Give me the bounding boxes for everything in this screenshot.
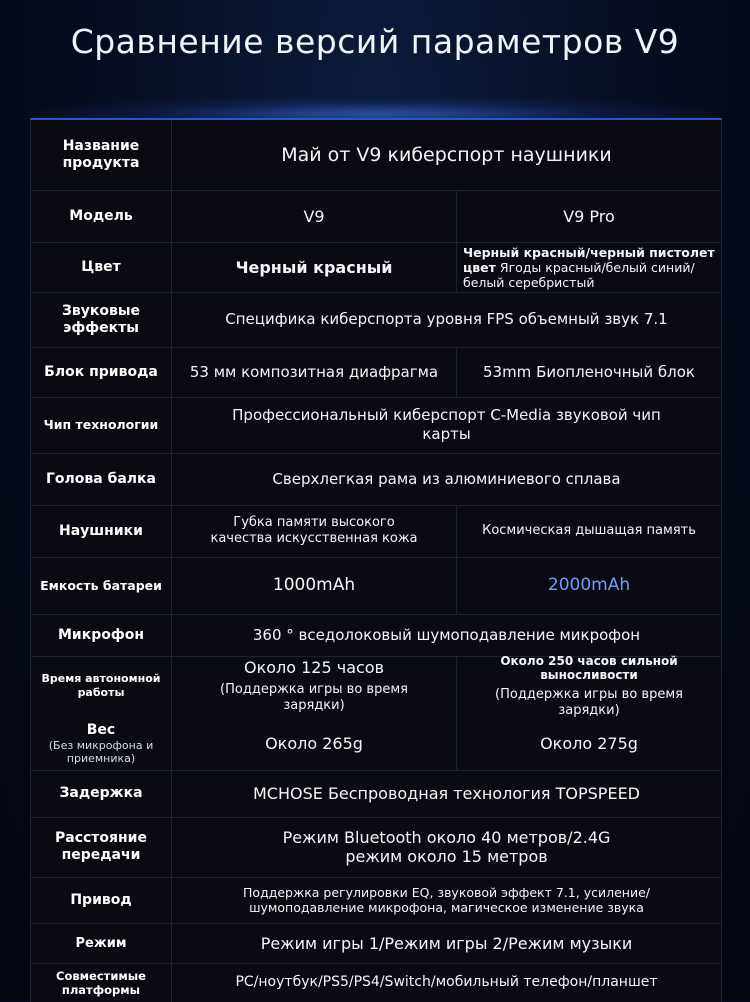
row-platforms [31, 963, 721, 1002]
row-mic [31, 614, 721, 657]
driver-v9pro: 53mm Биопленочный блок [482, 362, 695, 381]
row-label: Наушники [31, 505, 172, 557]
distance-value: Режим Bluetooth около 40 метров/2.4G режим около 15 метров [282, 828, 611, 866]
sound-value: Специфика киберспорта уровня FPS объемный звук 7.1 [225, 310, 668, 328]
row-label: Время автономной работы [31, 656, 172, 716]
mic-value: 360 ° вседолоковый шумоподавление микрофон [252, 625, 641, 644]
color-v9pro-rest: Ягоды красный/белый синий/белый серебристый [463, 259, 695, 290]
weight-label: Вес [86, 721, 116, 738]
row-label: Звуковые эффекты [31, 292, 172, 347]
weight-v9pro: Около 275g [540, 733, 638, 753]
row-product-name [31, 120, 721, 191]
row-label: Совместимые платформы [31, 963, 172, 1002]
drive-value: Поддержка регулировки EQ, звуковой эффект 7.1, усиление/шумоподавление микрофона, магическое изменение звука [243, 885, 650, 915]
row-label: Режим [31, 923, 172, 963]
row-drive [31, 877, 721, 924]
runtime-v9-note: (Поддержка игры во время зарядки) [220, 682, 408, 713]
row-battery [31, 557, 721, 615]
row-label: Задержка [31, 770, 172, 817]
model-v9pro: V9 Pro [563, 206, 615, 226]
row-label: Привод [31, 877, 172, 923]
row-model [31, 190, 721, 243]
color-v9pro-bold: Черный красный/черный пистолет цвет [463, 244, 715, 275]
row-label [31, 716, 172, 770]
row-label: Емкость батареи [31, 557, 172, 614]
row-label: Чип технологии [31, 397, 172, 453]
product-name-value: Май от V9 киберспорт наушники [281, 143, 612, 166]
weight-v9: Около 265g [172, 716, 457, 770]
earpads-v9: Губка памяти высокого качества искусственная кожа [172, 505, 457, 557]
battery-v9pro: 2000mAh [547, 575, 631, 595]
row-label: Блок привода [31, 347, 172, 397]
row-mode [31, 923, 721, 964]
runtime-v9pro [457, 653, 721, 718]
row-label: Модель [31, 190, 172, 242]
platforms-value: PC/ноутбук/PS5/PS4/Switch/мобильный телефон/планшет [235, 974, 658, 990]
earpads-v9pro: Космическая дышащая память [482, 523, 696, 538]
row-headband [31, 453, 721, 506]
row-label: Расстояние передачи [31, 817, 172, 877]
chip-value: Профессиональный киберспорт C-Media звуковой чип карты [232, 406, 661, 443]
row-runtime [31, 653, 721, 718]
row-label: Цвет [31, 242, 172, 292]
row-chip [31, 397, 721, 454]
row-driver [31, 347, 721, 398]
battery-v9: 1000mAh [172, 557, 457, 614]
row-label: Название продукта [31, 120, 172, 190]
runtime-v9-main: Около 125 часов [243, 658, 385, 677]
page-title: Сравнение версий параметров V9 [70, 22, 680, 61]
runtime-v9 [172, 656, 457, 716]
mode-value: Режим игры 1/Режим игры 2/Режим музыки [260, 933, 633, 953]
row-earpads [31, 505, 721, 558]
color-v9: Черный красный [172, 242, 457, 292]
runtime-v9pro-note: (Поддержка игры во время зарядки) [495, 686, 683, 718]
color-v9pro [457, 242, 721, 292]
runtime-v9pro-main: Около 250 часов сильной выносливости [500, 653, 678, 682]
row-weight [31, 716, 721, 771]
row-color [31, 242, 721, 293]
row-distance [31, 817, 721, 878]
latency-value: MCHOSE Беспроводная технология TOPSPEED [252, 784, 640, 803]
driver-v9: 53 мм композитная диафрагма [172, 347, 457, 397]
weight-label-sub: (Без микрофона и приемника) [48, 738, 154, 765]
headband-value: Сверхлегкая рама из алюминиевого сплава [272, 469, 621, 488]
row-sound [31, 292, 721, 348]
row-latency [31, 770, 721, 818]
row-label: Голова балка [31, 453, 172, 505]
model-v9: V9 [172, 190, 457, 242]
row-label: Микрофон [31, 614, 172, 656]
spec-table [30, 118, 722, 1002]
